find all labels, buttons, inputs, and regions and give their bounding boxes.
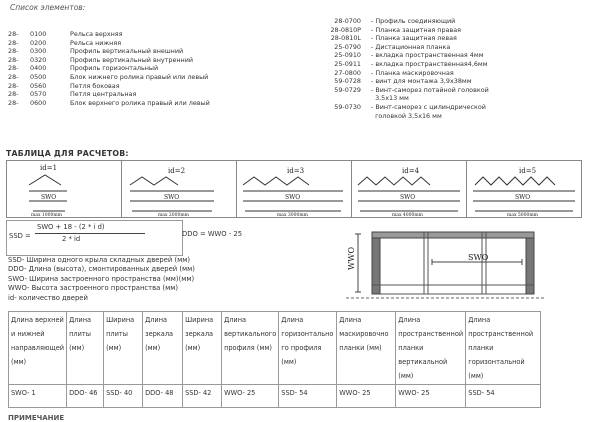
formula-numerator: SWO + 18 - (2 * i d) [37,223,105,231]
list-item: 27-0800 - Планка маскировочная [334,68,454,77]
legend-item: DDO- Длина (высота), смонтированных дверей (мм) [8,265,195,274]
fraction-bar [35,233,145,234]
swo-label: SWO [41,194,57,201]
table-header: Длина плиты (мм) [67,312,104,385]
dim-label: max 1000mm [31,213,62,217]
legend-item: id- количество дверей [8,293,88,302]
list-item: 25-0790 - Дистационная планка [334,42,451,51]
dim-label: max 4000mm [392,213,423,217]
door-diagram-4 [352,161,467,218]
list-item: 3,5х13 мм [371,94,409,103]
list-item: 28- 0200 Рельса нижняя [8,38,122,47]
list-item: 28-0700 - Профиль соединяющий [334,17,456,25]
table-header: Длина верхней и нижней направляющей (мм) [9,312,67,385]
door-diagram-3-graphic [237,161,351,217]
table-header: Ширина зеркала (мм) [183,312,222,385]
element-list-left [8,30,210,107]
id-label: id=2 [168,167,186,175]
legend-item: WWO- Высота застроенного пространства (мм) [8,284,178,293]
list-item: 28- 0570 Петля центральная [8,90,137,99]
cabinet-section-diagram [336,222,550,306]
dim-label: max 3000mm [277,213,308,217]
table-cell: SSD- 40 [104,385,143,408]
table-header: Ширина плиты (мм) [104,312,143,385]
list-item: головкой 3,5х16 мм [371,111,442,120]
id-label: id=4 [402,167,420,175]
list-item: 25-0911 - вкладка пространственная4,6мм [334,59,488,68]
legend-item: SWO- Ширина застроенного пространства (мм)(мм) [8,274,195,283]
table-cell: WWO- 25 [337,385,396,408]
table-cell: SSD- 42 [183,385,222,408]
door-diagram-5-graphic [467,161,581,217]
swo-label: SWO [515,194,531,201]
id-label: id=3 [287,167,305,175]
id-label: id=5 [519,167,537,175]
list-heading: Список элементов: [10,3,86,12]
element-list-right [316,17,489,120]
door-diagram-5 [467,161,582,218]
table-header: Длина зеркала (мм) [143,312,183,385]
table-header: Длина вертикального профиля (мм) [222,312,279,385]
calc-table [8,311,541,408]
swo-label: SWO [468,253,489,262]
door-diagram-2-graphic [122,161,236,217]
door-diagram-4-graphic [352,161,466,217]
table-header: Длина горизонтально го профиля (мм) [279,312,337,385]
table-cell: SWO- 1 [9,385,67,408]
dim-label: max 2000mm [158,213,189,217]
table-header: Длина пространственной планки вертикальной (мм) [396,312,466,385]
list-item: 25-0910 - вкладка пространственная 4мм [334,51,484,60]
list-item: 59-0728 - винт для монтажа 3,9х38мм [334,77,472,86]
table-header-row [9,312,541,385]
list-item: 28- 0300 Профиль вертикальный внешний [8,47,184,56]
door-diagram-1 [7,161,122,218]
table-header: Длина маскировочно планки (мм) [337,312,396,385]
ddo-formula: DDO = WWO - 25 [182,230,243,238]
swo-label: SWO [164,194,180,201]
formula-denominator: 2 * id [62,235,81,243]
list-item: 28-0810L - Планка защитная левая [330,34,457,43]
swo-label: SWO [285,194,301,201]
list-item: 28- 0100 Рельса верхняя [8,30,123,38]
swo-label: SWO [400,194,416,201]
calc-heading: ТАБЛИЦА ДЛЯ РАСЧЕТОВ: [6,149,129,158]
table-cell: DDO- 48 [143,385,183,408]
table-cell: WWO- 25 [396,385,466,408]
table-cell: SSD- 54 [279,385,337,408]
door-diagram-2 [122,161,237,218]
door-diagram-1-graphic [7,161,121,217]
legend-item: SSD- Ширина одного крыла складных дверей (мм) [8,256,191,264]
legend [8,256,195,303]
wwo-label: WWO [347,246,356,270]
bottom-note-heading: ПРИМЕЧАНИЕ [8,414,65,422]
list-item: 59-0729 - Винт-саморез потайной головкой [334,85,489,94]
id-label: id=1 [40,164,58,172]
ssd-formula [6,220,183,256]
list-item: 28-0810P - Планка защитная правая [330,25,461,34]
list-item: 28- 0600 Блок верхнего ролика правый или левый [8,98,210,107]
list-item: 28- 0560 Петля боковая [8,81,120,90]
formula-lhs: SSD = [9,232,31,240]
table-header: Длина пространственной планки горизонтальной (мм) [466,312,541,385]
table-cell: DDO- 46 [67,385,104,408]
list-item: 59-0730 - Винт-саморез с цилиндрической [334,102,486,111]
list-item: 28- 0320 Профиль вертикальный внутренний [8,55,194,64]
table-row [9,385,541,408]
table-cell: WWO- 25 [222,385,279,408]
door-diagrams [6,160,582,218]
door-diagram-3 [237,161,352,218]
dim-label: max 5000mm [507,213,538,217]
list-item: 28- 0400 Профиль горизонтальный [8,64,159,73]
table-cell: SSD- 54 [466,385,541,408]
list-item: 28- 0500 Блок нижнего ролика правый или левый [8,72,209,81]
